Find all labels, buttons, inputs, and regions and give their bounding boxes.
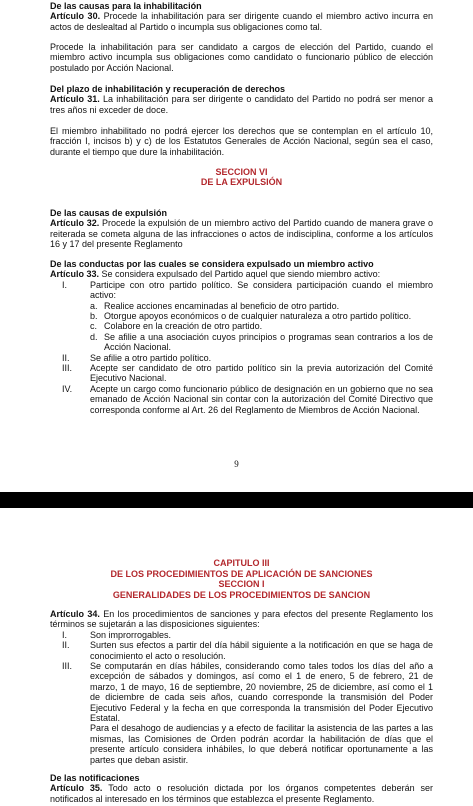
- article-30-paragraph-2: Procede la inhabilitación para ser candidato a cargos de elección del Partido, cuando el miembro activo incumpla sus obligaciones como candidato o funcionario público de elección postulado por Acción Nacional.: [50, 42, 433, 73]
- article-34-paragraph: Artículo 34. En los procedimientos de sanciones y para efectos del presente Reglamento los términos se sujetarán a las disposiciones siguientes:: [50, 609, 434, 630]
- list-item: II. Surten sus efectos a partir del día hábil siguiente a la notificación en que se haga de conocimiento el acto o resolución.: [62, 640, 433, 661]
- list-item: II. Se afilie a otro partido político.: [62, 352, 212, 363]
- list-item: III. Acepte ser candidato de otro partido político sin la previa autorización del Comité Ejecutivo Nacional.: [62, 363, 433, 384]
- section-vi-title: SECCION VI DE LA EXPULSIÓN: [200, 167, 283, 188]
- article-31-paragraph-2: El miembro inhabilitado no podrá ejercer los derechos que se contemplan en el artículo 10, fracción I, incisos b) y c) de los Estatutos Generales de Acción Nacional, según sea el caso, durante el tiempo que dure la inhabilitación.: [50, 126, 433, 157]
- sub-list-item: b. Otorgue apoyos económicos o de cualquier naturaleza a otro partido político.: [90, 311, 412, 322]
- article-31-section: [50, 84, 433, 115]
- section-heading-notificaciones: De las notificaciones: [50, 773, 140, 783]
- article-31-paragraph: Artículo 31. La inhabilitación para ser dirigente o candidato del Partido no podrá ser menor a tres años ni exceder de doce.: [50, 94, 433, 115]
- article-32-paragraph: Artículo 32. Procede la expulsión de un miembro activo del Partido cuando de manera grave o reiterada se cometa alguna de las infracciones o actos de indisciplina, conforme a los artículos 16 y 17 del presente Reglamento: [50, 218, 433, 250]
- list-item: I. Son improrrogables.: [62, 629, 172, 640]
- article-35-section: [50, 773, 433, 804]
- article-35-paragraph: Artículo 35. Todo acto o resolución dictada por los órganos competentes deberán ser notificados al interesado en los términos que establezca el presente Reglamento.: [50, 783, 433, 804]
- section-heading-plazo: Del plazo de inhabilitación y recuperación de derechos: [50, 84, 286, 94]
- article-30-section: [50, 1, 433, 32]
- section-heading-conductas: De las conductas por las cuales se considera expulsado un miembro activo: [50, 259, 374, 269]
- section-heading-inhabilitacion: De las causas para la inhabilitación: [50, 1, 202, 11]
- article-30-paragraph: Artículo 30. Procede la inhabilitación para ser dirigente cuando el miembro activo incurra en actos de deslealtad al Partido o incumpla sus obligaciones como tal.: [50, 11, 433, 32]
- section-heading-expulsion: De las causas de expulsión: [50, 208, 168, 218]
- page-number: 9: [234, 459, 239, 469]
- list-item-continuation: Para el desahogo de audiencias y a efecto de facilitar la asistencia de las partes a las mismas, las Comisiones de Orden podrán acordar la habilitación de días que el presente artículo considera inhábiles, lo que deberá notificar oportunamente a las partes que deban asistir.: [90, 723, 433, 765]
- article-34-section: [50, 609, 433, 765]
- chapter-iii-title: CAPITULO III DE LOS PROCEDIMIENTOS DE APLICACIÓN DE SANCIONES SECCION I GENERALIDADES DE LOS PROCEDIMIENTOS DE SANCION: [110, 558, 373, 600]
- article-33-paragraph: Artículo 33. Se considera expulsado del Partido aquel que siendo miembro activo:: [50, 269, 381, 280]
- list-item: IV. Acepte un cargo como funcionario público de designación en un gobierno que no sea emanado de Acción Nacional sin contar con la autorización del Comité Directivo que corresponda conforme al Art. 26 del Reglamento de Miembros de Acción Nacional.: [62, 383, 433, 415]
- article-33-section: [50, 259, 433, 415]
- article-32-section: [50, 208, 433, 250]
- sub-list-item: a. Realice acciones encaminadas al beneficio de otro partido.: [90, 300, 340, 311]
- sub-list-item: d. Se afilie a una asociación cuyos principios o programas sean contrarios a los de Acción Nacional.: [90, 331, 433, 353]
- document-page-10: [0, 508, 473, 806]
- list-item: III. Se computarán en días hábiles, considerando como tales todos los días del año a excepción de sábados y domingos, así como el 1 de enero, 5 de febrero, 21 de marzo, 1 de mayo, 16 de septiembre, 20 noviembre, 25 de diciembre, así como el 1 de diciembre de cada seis años, cuando corresponde la transmisión del Poder Ejecutivo Federal y la fecha en que corresponda la transmisión del Poder Ejecutivo Estatal.: [62, 661, 433, 724]
- sub-list-item: c. Colabore en la creación de otro partido.: [90, 321, 263, 332]
- list-item: I. Participe con otro partido político. Se considera participación cuando el miembro activo:: [62, 279, 433, 301]
